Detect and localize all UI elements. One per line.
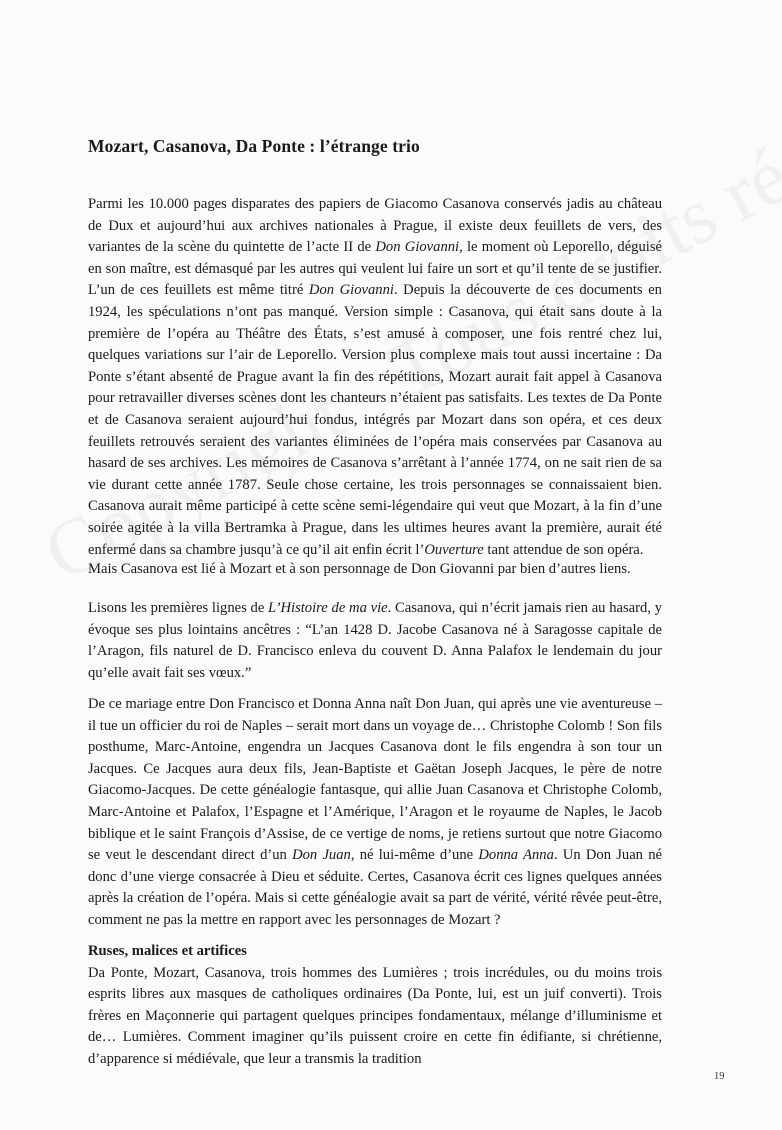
paragraph-5 xyxy=(88,965,662,1067)
text-run: Mais Casanova est lié à Mozart et à son personnage de Don Giovanni par bien d’autres liens. xyxy=(88,561,631,577)
text-run: . Un Don Juan né donc d’une vierge consacrée à Dieu et séduite. Certes, Casanova écrit ces lignes quelques années après la création de l’opéra. Mais si cette généalogie avait sa part de vérité, vérité rêvée peut-être, comment ne pas la mettre en rapport avec les personnages de Mozart ? xyxy=(88,847,662,928)
italic-title: Donna Anna xyxy=(478,847,554,864)
section-ruses xyxy=(88,941,662,1071)
italic-title: Don Giovanni xyxy=(308,282,394,299)
text-run: De ce mariage entre Don Francisco et Donna Anna naît Don Juan, qui après une vie aventureuse – il tue un officier du roi de Naples – serait mort dans un voyage de… Christophe Colomb ! Son fils posthume, Marc-Antoine, engendra un Jacques Casanova dont le fils engendra à son tour un Jacques. Ce Jacques aura deux fils, Jean-Baptiste et Gaëtan Joseph Jacques, le père de notre Giacomo-Jacques. De cette généalogie fantasque, qui allie Juan Casanova et Christophe Colomb, Marc-Antoine et Palafox, l’Espagne et l’Amérique, l’Aragon et le royaume de Naples, le Jacob biblique et le saint François d’Assise, de ce vertige de noms, je retiens surtout que notre Giacomo se veut le descendant direct d’un xyxy=(88,696,662,864)
article-title: Mozart, Casanova, Da Ponte : l’étrange trio xyxy=(88,136,420,156)
paragraph-1 xyxy=(88,194,662,561)
section-subheading: Ruses, malices et artifices xyxy=(88,943,247,959)
paragraph-4 xyxy=(88,694,662,932)
italic-title: Ouverture xyxy=(424,541,484,558)
text-run: tant attendue de son opéra. xyxy=(483,541,644,558)
text-run: . Casanova, qui n’écrit jamais rien au hasard, y évoque ses plus lointains ancêtres : “L’an 1428 D. Jacobe Casanova né à Saragosse capitale de l’Aragon, fils naturel de D. Francisco enleva du couvent D. Anna Palafox le lendemain du jour qu’elle avait fait ses vœux.” xyxy=(88,600,663,681)
text-run: Parmi les 10.000 pages disparates des papiers de Giacomo Casanova conservés jadis au château de Dux et aujourd’hui aux archives nationales à Prague, il existe deux feuillets de vers, des variantes de la scène du quintette de l’acte II de xyxy=(88,196,662,256)
paragraph-2 xyxy=(88,559,662,581)
paragraph-3 xyxy=(88,598,662,684)
page-number: 19 xyxy=(714,1071,725,1082)
text-run: Lisons les premières lignes de xyxy=(88,600,269,616)
italic-title: Don Juan xyxy=(292,847,351,864)
italic-title: L’Histoire de ma vie xyxy=(268,600,388,616)
text-run: , né lui-même d’une xyxy=(350,847,479,864)
italic-title: Don Giovanni xyxy=(375,239,460,256)
text-run: , le moment où Leporello, déguisé en son maître, est démasqué par les autres qui veulent lui faire un sort et qu’il tente de se justifier. L’un de ces feuillets est même titré xyxy=(88,239,662,299)
text-run: Da Ponte, Mozart, Casanova, trois hommes des Lumières ; trois incrédules, ou du moins trois esprits libres aux masques de catholiques ordinaires (Da Ponte, lui, est un juif converti). Trois frères en Maçonnerie qui partagent quelques principes fondamentaux, mélange d’illuminisme et de… Lumières. Comment imaginer qu’ils puissent croire en cette fin édifiante, si chrétienne, d’apparence si médiévale, que leur a transmis la tradition xyxy=(88,964,662,1067)
text-run: . Depuis la découverte de ces documents en 1924, les spéculations n’ont pas manqué. Version simple : Casanova, qui était sans doute à la première de l’opéra au Théâtre des États, s’est amusé à composer, une fois rentré chez lui, quelques variations sur l’air de Leporello. Version plus complexe mais tout aussi incertaine : Da Ponte s’étant absenté de Prague avant la fin des répétitions, Mozart aurait fait appel à Casanova pour retravailler diverses scènes dont les chanteurs n’étaient pas satisfaits. Les textes de Da Ponte et de Casanova seraient aujourd’hui fondus, intégrés par Mozart dans son opéra, et ces deux feuillets retrouvés seraient des variantes éliminées de l’opéra mais conservées par Casanova au hasard de ses archives. Les mémoires de Casanova s’arrêtant à l’année 1774, on ne sait rien de sa vie durant cette année 1787. Seule chose certaine, les trois personnages se connaissaient bien. Casanova aurait même participé à cette scène semi-légendaire qui veut que Mozart, à la fin d’une soirée agitée à la villa Bertramka à Prague, dans les ultimes heures avant la première, aurait été enfermé dans sa chambre jusqu’à ce qu’il ait enfin écrit l’ xyxy=(88,282,662,558)
